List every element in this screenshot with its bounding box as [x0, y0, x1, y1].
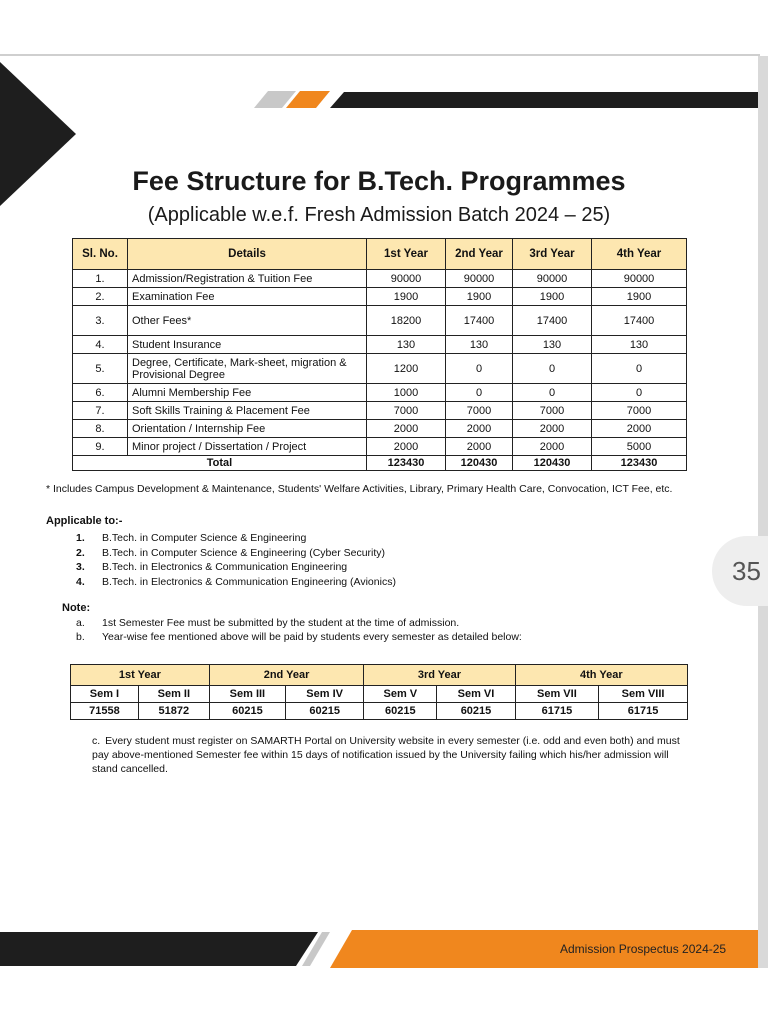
note-c: [92, 734, 682, 776]
cell: 0: [446, 354, 513, 384]
cell: 17400: [446, 306, 513, 336]
cell: Degree, Certificate, Mark-sheet, migration & Provisional Degree: [128, 354, 367, 384]
cell: Student Insurance: [128, 336, 367, 354]
cell: 7.: [73, 402, 128, 420]
cell: 8.: [73, 420, 128, 438]
black-bar: [330, 92, 758, 108]
item-letter: c.: [92, 735, 101, 747]
item-letter: a.: [76, 617, 85, 629]
page-subtitle: (Applicable w.e.f. Fresh Admission Batch 2024 – 25): [147, 204, 611, 226]
col-details: Details: [128, 239, 367, 270]
cell: 5000: [592, 438, 687, 456]
cell: 0: [513, 354, 592, 384]
sem-value: 71558: [71, 703, 139, 720]
page-number: 35: [732, 556, 761, 586]
col-year-1: 1st Year: [367, 239, 446, 270]
year-header: 1st Year: [71, 665, 210, 686]
list-item: [76, 575, 396, 590]
page-title: Fee Structure for B.Tech. Programmes: [132, 166, 626, 196]
item-number: 3.: [76, 561, 85, 573]
year-header: 4th Year: [515, 665, 687, 686]
item-text: B.Tech. in Electronics & Communication Engineering (Avionics): [102, 575, 396, 588]
cell: 2000: [513, 420, 592, 438]
cell: 1900: [446, 288, 513, 306]
cell: 18200: [367, 306, 446, 336]
cell: 1.: [73, 270, 128, 288]
sem-value: 60215: [437, 703, 515, 720]
table-row: [73, 336, 687, 354]
item-number: 1.: [76, 532, 85, 544]
page-edge-shadow: [758, 56, 768, 968]
cell: 130: [367, 336, 446, 354]
cell: 0: [592, 354, 687, 384]
cell: Soft Skills Training & Placement Fee: [128, 402, 367, 420]
cell: 130: [592, 336, 687, 354]
fee-structure-table: [72, 238, 687, 471]
table-row: [73, 288, 687, 306]
col-year-2: 2nd Year: [446, 239, 513, 270]
fee-table-header: [73, 239, 687, 270]
total-label: Total: [73, 456, 367, 471]
cell: 130: [446, 336, 513, 354]
cell: 120430: [446, 456, 513, 471]
footer-black-bar: [0, 932, 318, 966]
cell: 90000: [446, 270, 513, 288]
cell: 120430: [513, 456, 592, 471]
cell: 9.: [73, 438, 128, 456]
note-heading: Note:: [62, 602, 91, 614]
notes-list: [76, 616, 522, 644]
cell: 7000: [592, 402, 687, 420]
cell: 7000: [367, 402, 446, 420]
table-row: [73, 354, 687, 384]
cell: 4.: [73, 336, 128, 354]
cell: Alumni Membership Fee: [128, 384, 367, 402]
item-text: Year-wise fee mentioned above will be paid by students every semester as detailed below:: [102, 631, 522, 643]
cell: 7000: [446, 402, 513, 420]
cell: 2000: [367, 438, 446, 456]
cell: Admission/Registration & Tuition Fee: [128, 270, 367, 288]
item-number: 2.: [76, 546, 85, 559]
cell: 2000: [592, 420, 687, 438]
item-text: B.Tech. in Computer Science & Engineering (Cyber Security): [102, 546, 386, 559]
item-letter: b.: [76, 631, 85, 643]
list-item: [76, 531, 396, 546]
cell: 123430: [367, 456, 446, 471]
applicable-heading: Applicable to:-: [46, 515, 123, 527]
cell: 1200: [367, 354, 446, 384]
year-header-row: [71, 665, 688, 686]
cell: 1900: [592, 288, 687, 306]
list-item: [76, 546, 396, 561]
sem-value: 60215: [209, 703, 285, 720]
sem-header: Sem V: [364, 686, 437, 703]
cell: 17400: [513, 306, 592, 336]
cell: Other Fees*: [128, 306, 367, 336]
cell: 2000: [513, 438, 592, 456]
cell: 1900: [513, 288, 592, 306]
col-year-4: 4th Year: [592, 239, 687, 270]
cell: 2.: [73, 288, 128, 306]
table-row: [73, 438, 687, 456]
cell: 2000: [446, 420, 513, 438]
applicable-list: [76, 531, 396, 589]
sem-value: 60215: [286, 703, 364, 720]
table-row: [73, 384, 687, 402]
item-text: Every student must register on SAMARTH Portal on University website in every semester (i.e. odd and even both) and must pay above-mentioned Semester fee within 15 days of notification issued by the University failing which his/her admission will stand cancelled.: [92, 735, 680, 775]
cell: 123430: [592, 456, 687, 471]
semester-fee-table: [70, 664, 688, 720]
cell: 3.: [73, 306, 128, 336]
year-header: 3rd Year: [364, 665, 515, 686]
item-text: 1st Semester Fee must be submitted by the student at the time of admission.: [102, 617, 460, 629]
cell: 0: [446, 384, 513, 402]
cell: 17400: [592, 306, 687, 336]
item-text: B.Tech. in Electronics & Communication Engineering: [102, 561, 348, 573]
sem-header: Sem II: [138, 686, 209, 703]
cell: 90000: [592, 270, 687, 288]
sem-header: Sem III: [209, 686, 285, 703]
year-header: 2nd Year: [209, 665, 363, 686]
item-text: B.Tech. in Computer Science & Engineering: [102, 532, 307, 544]
table-row: [73, 306, 687, 336]
table-row: [73, 270, 687, 288]
sem-header: Sem VI: [437, 686, 515, 703]
sem-header: Sem IV: [286, 686, 364, 703]
footer-label: Admission Prospectus 2024-25: [560, 942, 727, 956]
cell: Orientation / Internship Fee: [128, 420, 367, 438]
table-row: [73, 402, 687, 420]
list-item: [76, 616, 522, 630]
sem-header: Sem VII: [515, 686, 599, 703]
cell: 130: [513, 336, 592, 354]
sem-header: Sem I: [71, 686, 139, 703]
col-year-3: 3rd Year: [513, 239, 592, 270]
cell: 7000: [513, 402, 592, 420]
col-sl-no: Sl. No.: [73, 239, 128, 270]
semester-header-row: [71, 686, 688, 703]
cell: 1900: [367, 288, 446, 306]
list-item: [76, 630, 522, 644]
sem-value: 51872: [138, 703, 209, 720]
cell: 0: [513, 384, 592, 402]
sem-value: 60215: [364, 703, 437, 720]
semester-values-row: [71, 703, 688, 720]
cell: 2000: [446, 438, 513, 456]
sem-header: Sem VIII: [599, 686, 688, 703]
cell: 5.: [73, 354, 128, 384]
sem-value: 61715: [599, 703, 688, 720]
table-row: [73, 420, 687, 438]
cell: 0: [592, 384, 687, 402]
cell: Examination Fee: [128, 288, 367, 306]
cell: 90000: [367, 270, 446, 288]
cell: 2000: [367, 420, 446, 438]
cell: 1000: [367, 384, 446, 402]
cell: 90000: [513, 270, 592, 288]
cell: 6.: [73, 384, 128, 402]
list-item: [76, 560, 396, 575]
item-number: 4.: [76, 575, 85, 588]
fee-footnote: * Includes Campus Development & Maintenance, Students' Welfare Activities, Library, Primary Health Care, Convocation, ICT Fee, etc.: [46, 483, 673, 495]
total-row: [73, 456, 687, 471]
cell: Minor project / Dissertation / Project: [128, 438, 367, 456]
sem-value: 61715: [515, 703, 599, 720]
